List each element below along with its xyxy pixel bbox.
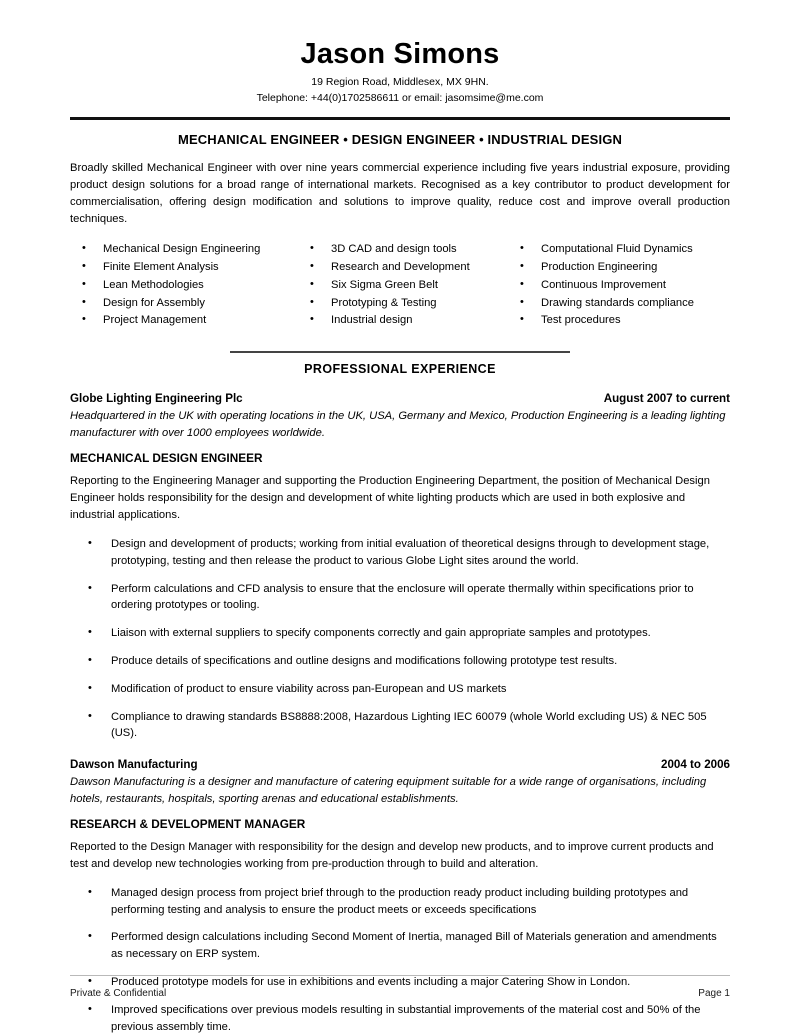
core-skills-grid (70, 242, 730, 332)
footer-rule (70, 975, 730, 976)
employer-line (70, 758, 730, 771)
skill-item: • Test procedures (520, 313, 730, 329)
skill-item: • Prototyping & Testing (310, 296, 520, 312)
skill-item: • Continuous Improvement (520, 278, 730, 294)
role-description: Reported to the Design Manager with responsibility for the design and develop new products, and to improve current products and test and develop new technologies working from pre-production through to build and alteration. (70, 840, 714, 870)
responsibility-item: • Produced prototype models for use in exhibitions and events including a major Catering Show in London. (88, 974, 730, 991)
employer-description: Dawson Manufacturing is a designer and manufacture of catering equipment suitable for a wide range of organisations, including hotels, restaurants, hospitals, sporting arenas and educational establishments. (70, 776, 707, 805)
contact-block (70, 75, 730, 105)
employment-dates: 2004 to 2006 (661, 758, 730, 772)
skill-item: • Finite Element Analysis (82, 260, 310, 276)
employment-dates: August 2007 to current (603, 392, 730, 406)
responsibility-item: • Compliance to drawing standards BS8888:2008, Hazardous Lighting IEC 60079 (whole World excluding US) & NEC 505 (US). (88, 709, 730, 743)
skill-item: • Computational Fluid Dynamics (520, 242, 730, 258)
skill-item: • Project Management (82, 313, 310, 329)
skill-item: • Research and Development (310, 260, 520, 276)
employer-name: Dawson Manufacturing (70, 758, 198, 772)
responsibility-item: • Produce details of specifications and outline designs and modifications following prototype test results. (88, 653, 730, 670)
skill-item: • Drawing standards compliance (520, 296, 730, 312)
page-footer (70, 975, 730, 999)
confidentiality-notice: Private & Confidential (70, 988, 167, 999)
employer-line (70, 392, 730, 405)
skill-item: • 3D CAD and design tools (310, 242, 520, 258)
skill-item: • Industrial design (310, 313, 520, 329)
job-title: RESEARCH & DEVELOPMENT MANAGER (70, 816, 306, 831)
skills-column-3 (520, 242, 730, 332)
employer-description: Headquartered in the UK with operating locations in the UK, USA, Germany and Mexico, Production Engineering is a leading lighting manufacturer with over 1000 employees worldwide. (70, 410, 726, 440)
experience-entry (70, 392, 730, 742)
responsibility-item: • Performed design calculations including Second Moment of Inertia, managed Bill of Materials generation and amendments as necessary on ERP system. (88, 929, 730, 963)
skills-column-1 (82, 242, 310, 332)
skill-item: • Mechanical Design Engineering (82, 242, 310, 258)
header-divider (70, 117, 730, 120)
footer-row (70, 988, 730, 999)
responsibility-item: • Modification of product to ensure viability across pan-European and US markets (88, 681, 730, 698)
section-label: PROFESSIONAL EXPERIENCE (304, 362, 496, 377)
employer-name: Globe Lighting Engineering Plc (70, 392, 243, 406)
responsibility-item: • Managed design process from project brief through to the production ready product including building prototypes and performing testing and analysis to ensure the product meets or exceeds specifications (88, 885, 730, 919)
page-title: Jason Simons (300, 38, 500, 70)
skill-item: • Design for Assembly (82, 296, 310, 312)
section-rule (230, 351, 570, 353)
telephone-email-line: Telephone: +44(0)1702586611 or email: jasomsime@me.com (256, 91, 544, 104)
responsibility-list (70, 536, 730, 742)
professional-tagline: MECHANICAL ENGINEER • DESIGN ENGINEER • INDUSTRIAL DESIGN (177, 131, 623, 147)
skills-column-2 (310, 242, 520, 332)
responsibility-list (70, 885, 730, 1035)
role-description: Reporting to the Engineering Manager and supporting the Production Engineering Department, the position of Mechanical Design Engineer holds responsibility for the design and development of white lighting products which are used in both explosive and industrial applications. (70, 474, 710, 521)
skill-item: • Production Engineering (520, 260, 730, 276)
page-number: Page 1 (698, 988, 730, 999)
responsibility-item: • Improved specifications over previous models resulting in substantial improvements of the material cost and 50% of the previous assembly time. (88, 1002, 730, 1035)
section-header-professional-experience (70, 351, 730, 376)
responsibility-item: • Liaison with external suppliers to specify components correctly and gain appropriate samples and prototypes. (88, 625, 730, 642)
responsibility-item: • Design and development of products; working from initial evaluation of theoretical designs through to development stage, prototyping, testing and then release the product to various Globe Light sites around the world. (88, 536, 730, 570)
responsibility-item: • Perform calculations and CFD analysis to ensure that the enclosure will operate thermally within specifications prior to ordering prototypes or tooling. (88, 581, 730, 615)
professional-summary: Broadly skilled Mechanical Engineer with over nine years commercial experience including five years industrial exposure, providing product design solutions for a broad range of international markets. Recognised as a key contributor to product development for commercialisation, offering design modification and solutions to improve quality, reduce cost and improve overall production techniques. (70, 161, 730, 225)
skill-item: • Six Sigma Green Belt (310, 278, 520, 294)
job-title: MECHANICAL DESIGN ENGINEER (70, 450, 263, 465)
skill-item: • Lean Methodologies (82, 278, 310, 294)
address-line: 19 Region Road, Middlesex, MX 9HN. (311, 76, 489, 89)
